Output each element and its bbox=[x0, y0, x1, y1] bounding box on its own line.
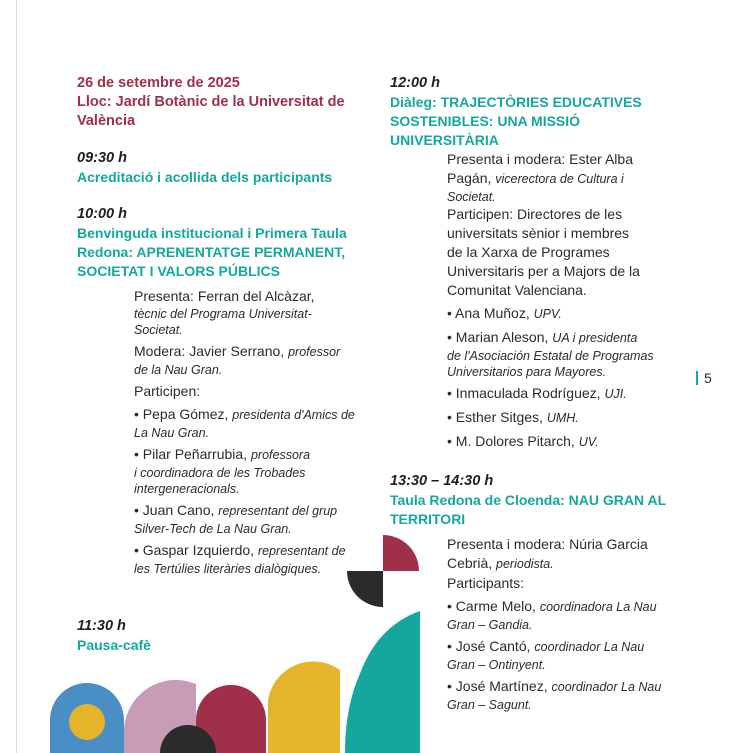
session-heading: SOCIETAT I VALORS PÚBLICS bbox=[77, 263, 281, 279]
list-item: • M. Dolores Pitarch, UV. bbox=[447, 433, 599, 449]
yellow-half-shape bbox=[268, 662, 340, 753]
session-heading: UNIVERSITÀRIA bbox=[390, 132, 499, 148]
session-time: 13:30 – 14:30 h bbox=[390, 473, 494, 489]
program-right-column bbox=[390, 74, 690, 713]
list-item: • Carme Melo, coordinadora La Nau Gran – Gandia. bbox=[447, 598, 657, 632]
page-number-bar bbox=[696, 371, 698, 385]
presenter: Presenta i modera: Núria Garcia Cebrià, periodista. bbox=[447, 536, 648, 571]
session-heading: Benvinguda institucional i Primera Taula bbox=[77, 225, 347, 241]
session-heading: Taula Redona de Cloenda: NAU GRAN AL bbox=[390, 492, 667, 508]
list-item: • Inmaculada Rodríguez, UJI. bbox=[447, 385, 627, 401]
program-left-column bbox=[77, 74, 377, 655]
session-time: 11:30 h bbox=[77, 618, 126, 634]
list-item: • Esther Sitges, UMH. bbox=[447, 409, 579, 425]
event-date: 26 de setembre de 2025 bbox=[77, 75, 240, 91]
session-heading: Diàleg: TRAJECTÒRIES EDUCATIVES bbox=[390, 94, 642, 110]
session-time: 09:30 h bbox=[77, 150, 127, 166]
event-place-line1: Lloc: Jardí Botànic de la Universitat de bbox=[77, 94, 345, 110]
session-heading: Redona: APRENENTATGE PERMANENT, bbox=[77, 244, 346, 260]
list-item: • Pilar Peñarrubia, professora i coordinadora de les Trobades intergeneracionals. bbox=[134, 446, 311, 496]
list-item: • Gaspar Izquierdo, representant de les Tertúlies literàries dialògiques. bbox=[134, 542, 346, 576]
session-heading: TERRITORI bbox=[390, 511, 466, 527]
list-item: • José Cantó, coordinador La Nau Gran – Ontinyent. bbox=[447, 638, 645, 672]
burgundy-arch-shape bbox=[196, 685, 266, 753]
participants-label: Participen: bbox=[134, 383, 201, 399]
list-item: • Juan Cano, representant del grup Silver-Tech de La Nau Gran. bbox=[134, 502, 338, 536]
participants-label: Participants: bbox=[447, 575, 525, 591]
page-number: 5 bbox=[696, 370, 712, 386]
session-time: 10:00 h bbox=[77, 206, 127, 222]
presenter: Presenta: Ferran del Alcàzar, tècnic del Programa Universitat- Societat. bbox=[134, 288, 315, 337]
list-item: • José Martínez, coordinador La Nau Gran – Sagunt. bbox=[447, 678, 662, 712]
session-heading: Pausa-cafè bbox=[77, 637, 151, 653]
list-item: • Pepa Gómez, presidenta d'Amics de La Nau Gran. bbox=[134, 406, 355, 440]
list-item: • Marian Aleson, UA i presidenta de l'Asociación Estatal de Programas Universitarios para Mayores. bbox=[447, 329, 654, 379]
yellow-dot-shape bbox=[69, 704, 105, 740]
participants-description: Participen: Directores de les universitats sènior i membres de la Xarxa de Programes Universitaris per a Majors de la Comunitat Valenciana. bbox=[447, 206, 640, 298]
session-heading: Acreditació i acollida dels participants bbox=[77, 169, 333, 185]
session-heading: SOSTENIBLES: UNA MISSIÓ bbox=[390, 113, 581, 129]
event-place-line2: València bbox=[77, 113, 136, 129]
moderator: Modera: Javier Serrano, professor de la Nau Gran. bbox=[134, 343, 341, 377]
presenter: Presenta i modera: Ester Alba Pagán, vicerectora de Cultura i Societat. bbox=[447, 151, 633, 204]
session-time: 12:00 h bbox=[390, 75, 440, 91]
blue-arch-shape bbox=[50, 683, 124, 753]
pink-arch-shape bbox=[124, 680, 196, 753]
dark-semicircle-shape bbox=[160, 725, 216, 753]
page-edge-line bbox=[16, 0, 17, 753]
list-item: • Ana Muñoz, UPV. bbox=[447, 305, 562, 321]
